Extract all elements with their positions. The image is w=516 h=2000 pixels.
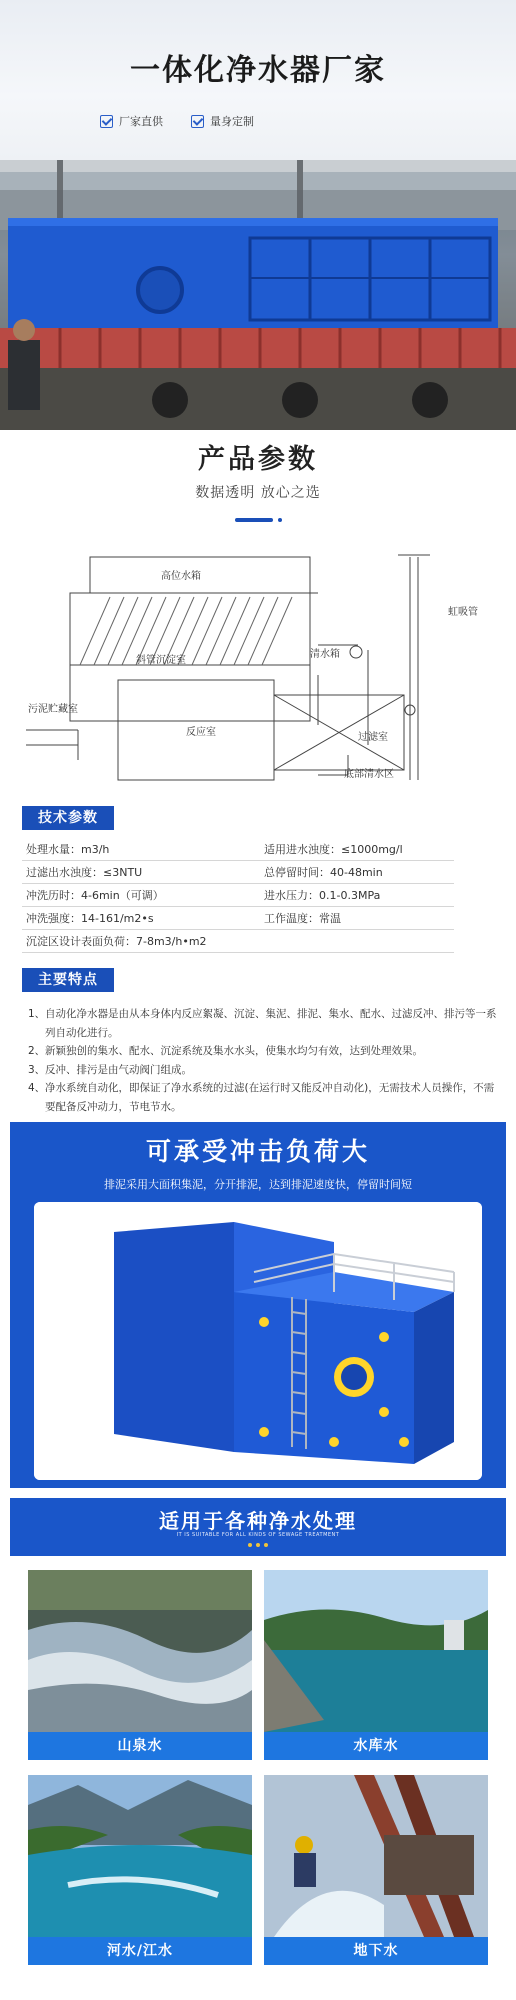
feature-item	[28, 1042, 498, 1061]
feature-text: 反冲、排污是由气动阀门组成。	[45, 1063, 192, 1076]
spec-row	[22, 884, 454, 907]
tile-reservoir-water	[264, 1570, 488, 1760]
tech-params-badge: 技术参数	[22, 806, 114, 830]
spec-cell: 冲洗历时：4-6min（可调）	[26, 889, 164, 902]
water-purifier-illustration	[34, 1202, 482, 1480]
spec-cell: 冲洗强度：14-161/m2•s	[26, 912, 154, 925]
features-badge: 主要特点	[22, 968, 114, 992]
diagram-label-sludge: 污泥贮藏室	[28, 704, 78, 715]
feature-item	[28, 1079, 498, 1116]
features-list	[28, 1005, 498, 1116]
hero-tags	[100, 113, 254, 129]
title-underline	[235, 518, 273, 522]
spec-row	[22, 838, 454, 861]
hero-banner	[0, 0, 516, 160]
hero-tag-label: 量身定制	[210, 115, 254, 128]
feature-text: 自动化净水器是由从本身体内反应絮凝、沉淀、集泥、排泥、集水、配水、过滤反冲、排污等一系列自动化进行。	[45, 1008, 497, 1039]
params-title: 产品参数	[198, 444, 318, 475]
diagram-label-siphon: 虹吸管	[448, 607, 478, 618]
tile-label: 水库水	[264, 1732, 488, 1760]
spec-row	[22, 930, 454, 953]
tile-river-water	[28, 1775, 252, 1965]
apply-header	[10, 1498, 506, 1556]
apply-dots	[10, 1543, 506, 1547]
tile-groundwater	[264, 1775, 488, 1965]
hero-tag-label: 厂家直供	[119, 115, 163, 128]
diagram-label-high-tank: 高位水箱	[161, 571, 201, 582]
diagram-label-filter: 过滤室	[358, 732, 388, 743]
spec-row	[22, 907, 454, 930]
product-image-card	[34, 1202, 482, 1480]
params-subtitle: 数据透明 放心之选	[195, 485, 321, 501]
feature-number: 3、	[28, 1063, 46, 1076]
tile-spring-water	[28, 1570, 252, 1760]
checkbox-icon	[100, 115, 113, 128]
impact-panel	[10, 1122, 506, 1488]
checkbox-icon	[191, 115, 204, 128]
feature-text: 新颖独创的集水、配水、沉淀系统及集水水头，使集水均匀有效，达到处理效果。	[45, 1045, 423, 1057]
params-header	[0, 437, 516, 502]
spec-cell: 处理水量：m3/h	[26, 843, 110, 856]
spec-cell: 适用进水浊度：≤1000mg/l	[264, 843, 403, 856]
feature-number: 2、	[28, 1045, 46, 1057]
feature-number: 1、	[28, 1008, 46, 1020]
spec-cell: 工作温度：常温	[264, 912, 341, 925]
feature-item	[28, 1005, 498, 1042]
tile-label: 地下水	[264, 1937, 488, 1965]
spec-cell: 过滤出水浊度：≤3NTU	[26, 866, 143, 879]
feature-text: 净水系统自动化，即保证了净水系统的过滤(在运行时又能反冲自动化)，无需技术人员操作，不需要配备反冲动力，节电节水。	[45, 1082, 495, 1113]
spec-row	[22, 861, 454, 884]
diagram-label-bottom-clear: 底部清水区	[344, 769, 394, 780]
title-underline-dot	[278, 518, 282, 522]
hero-tag	[100, 113, 163, 129]
apply-subtitle-en: IT IS SUITABLE FOR ALL KINDS OF SEWAGE TREATMENT	[176, 1532, 340, 1538]
equipment-diagram	[18, 545, 498, 790]
impact-title: 可承受冲击负荷大	[145, 1137, 370, 1166]
diagram-label-clear-tank: 清水箱	[310, 649, 340, 660]
truck-photo-illustration	[0, 160, 516, 430]
feature-item	[28, 1061, 498, 1080]
tile-label: 山泉水	[28, 1732, 252, 1760]
spec-cell: 沉淀区设计表面负荷：7-8m3/h•m2	[26, 935, 207, 948]
hero-title: 一体化净水器厂家	[130, 53, 386, 88]
spec-cell: 进水压力：0.1-0.3MPa	[264, 889, 381, 902]
diagram-label-settle: 斜管沉淀室	[136, 655, 186, 666]
hero-tag	[191, 113, 254, 129]
spec-cell: 总停留时间：40-48min	[264, 866, 383, 879]
truck-photo	[0, 160, 516, 430]
apply-title: 适用于各种净水处理	[159, 1509, 357, 1533]
tile-label: 河水/江水	[28, 1937, 252, 1965]
spec-table	[22, 838, 454, 953]
feature-number: 4、	[28, 1082, 46, 1094]
diagram-label-reaction: 反应室	[186, 727, 216, 738]
impact-subtitle: 排泥采用大面积集泥，分开排泥，达到排泥速度快，停留时间短	[104, 1178, 412, 1191]
